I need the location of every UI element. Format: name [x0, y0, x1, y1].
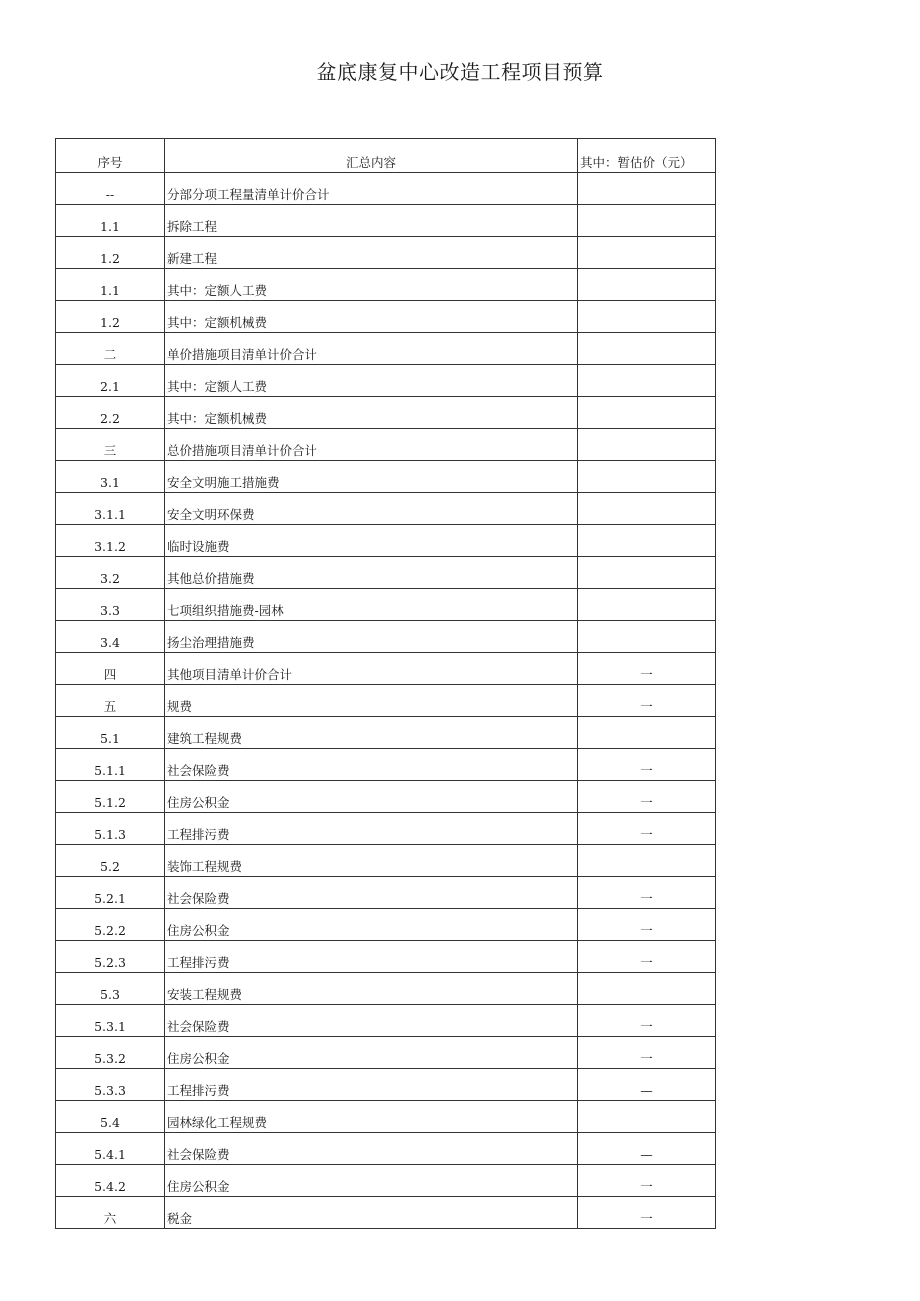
row-serial-number: 3.4 [56, 621, 165, 653]
row-provisional-price [578, 525, 716, 557]
row-summary-content: 工程排污费 [165, 1069, 578, 1101]
row-summary-content: 其中：定额人工费 [165, 269, 578, 301]
table-row [56, 237, 716, 269]
row-provisional-price [578, 173, 716, 205]
row-summary-content: 扬尘治理措施费 [165, 621, 578, 653]
row-summary-content: 其中：定额人工费 [165, 365, 578, 397]
row-provisional-price [578, 845, 716, 877]
row-serial-number: 5.2.1 [56, 877, 165, 909]
row-serial-number: 3.1 [56, 461, 165, 493]
row-summary-content: 新建工程 [165, 237, 578, 269]
row-serial-number: 5.2.2 [56, 909, 165, 941]
row-provisional-price: 一 [578, 1005, 716, 1037]
row-provisional-price: 一 [578, 749, 716, 781]
row-summary-content: 建筑工程规费 [165, 717, 578, 749]
table-row [56, 845, 716, 877]
row-serial-number: 5.3.3 [56, 1069, 165, 1101]
row-provisional-price: 一 [578, 1165, 716, 1197]
row-serial-number: 二 [56, 333, 165, 365]
table-row [56, 397, 716, 429]
table-row [56, 717, 716, 749]
row-summary-content: 税金 [165, 1197, 578, 1229]
table-row [56, 1037, 716, 1069]
page-title: 盆底康复中心改造工程项目预算 [316, 60, 604, 84]
table-row [56, 333, 716, 365]
row-provisional-price [578, 269, 716, 301]
row-serial-number: 5.1.2 [56, 781, 165, 813]
row-serial-number: 5.1 [56, 717, 165, 749]
row-serial-number: 5.3 [56, 973, 165, 1005]
row-serial-number: 5.3.1 [56, 1005, 165, 1037]
table-row [56, 493, 716, 525]
row-serial-number: 5.1.3 [56, 813, 165, 845]
row-provisional-price: — [578, 1133, 716, 1165]
header-serial-number: 序号 [56, 139, 165, 173]
row-summary-content: 安装工程规费 [165, 973, 578, 1005]
row-provisional-price: 一 [578, 1037, 716, 1069]
row-summary-content: 安全文明环保费 [165, 493, 578, 525]
row-summary-content: 其他项目清单计价合计 [165, 653, 578, 685]
table-row [56, 269, 716, 301]
row-provisional-price: 一 [578, 941, 716, 973]
row-provisional-price [578, 717, 716, 749]
table-row [56, 877, 716, 909]
row-provisional-price: 一 [578, 1197, 716, 1229]
row-serial-number: 四 [56, 653, 165, 685]
row-summary-content: 工程排污费 [165, 813, 578, 845]
row-provisional-price [578, 429, 716, 461]
row-serial-number: 1.1 [56, 205, 165, 237]
row-provisional-price: 一 [578, 877, 716, 909]
row-provisional-price [578, 205, 716, 237]
row-summary-content: 住房公积金 [165, 909, 578, 941]
table-row [56, 813, 716, 845]
table-row [56, 941, 716, 973]
table-row [56, 909, 716, 941]
row-provisional-price: — [578, 1069, 716, 1101]
row-provisional-price: 一 [578, 813, 716, 845]
row-provisional-price [578, 493, 716, 525]
row-summary-content: 安全文明施工措施费 [165, 461, 578, 493]
row-provisional-price [578, 621, 716, 653]
row-provisional-price [578, 557, 716, 589]
row-summary-content: 住房公积金 [165, 1037, 578, 1069]
row-provisional-price: 一 [578, 653, 716, 685]
row-summary-content: 其他总价措施费 [165, 557, 578, 589]
table-row [56, 557, 716, 589]
row-serial-number: 5.2 [56, 845, 165, 877]
table-row [56, 525, 716, 557]
row-provisional-price [578, 365, 716, 397]
row-summary-content: 拆除工程 [165, 205, 578, 237]
table-body [56, 173, 716, 1229]
table-row [56, 173, 716, 205]
table-row [56, 1005, 716, 1037]
row-summary-content: 规费 [165, 685, 578, 717]
row-provisional-price [578, 461, 716, 493]
row-serial-number: 2.1 [56, 365, 165, 397]
row-provisional-price [578, 237, 716, 269]
row-serial-number: 3.3 [56, 589, 165, 621]
header-summary-content: 汇总内容 [165, 139, 578, 173]
table-row [56, 365, 716, 397]
header-provisional-price: 其中：暂估价（元） [578, 139, 716, 173]
row-summary-content: 分部分项工程量清单计价合计 [165, 173, 578, 205]
row-provisional-price: 一 [578, 781, 716, 813]
row-serial-number: 3.1.2 [56, 525, 165, 557]
row-summary-content: 临时设施费 [165, 525, 578, 557]
row-provisional-price [578, 397, 716, 429]
table-row [56, 685, 716, 717]
table-row [56, 429, 716, 461]
row-provisional-price [578, 973, 716, 1005]
row-provisional-price [578, 333, 716, 365]
row-serial-number: 1.2 [56, 301, 165, 333]
row-provisional-price: 一 [578, 685, 716, 717]
table-row [56, 205, 716, 237]
table-row [56, 1197, 716, 1229]
table-row [56, 589, 716, 621]
row-summary-content: 社会保险费 [165, 749, 578, 781]
row-summary-content: 住房公积金 [165, 1165, 578, 1197]
row-provisional-price [578, 589, 716, 621]
table-row [56, 1165, 716, 1197]
row-serial-number: 3.1.1 [56, 493, 165, 525]
table-row [56, 749, 716, 781]
row-provisional-price [578, 301, 716, 333]
row-summary-content: 其中：定额机械费 [165, 301, 578, 333]
row-summary-content: 单价措施项目清单计价合计 [165, 333, 578, 365]
table-row [56, 973, 716, 1005]
row-serial-number: -- [56, 173, 165, 205]
table-row [56, 1133, 716, 1165]
row-serial-number: 5.3.2 [56, 1037, 165, 1069]
row-serial-number: 5.4 [56, 1101, 165, 1133]
row-serial-number: 3.2 [56, 557, 165, 589]
table-row [56, 1069, 716, 1101]
table-row [56, 781, 716, 813]
row-summary-content: 社会保险费 [165, 877, 578, 909]
row-serial-number: 1.1 [56, 269, 165, 301]
row-serial-number: 五 [56, 685, 165, 717]
table-row [56, 301, 716, 333]
row-serial-number: 2.2 [56, 397, 165, 429]
row-serial-number: 六 [56, 1197, 165, 1229]
table-header-row [56, 139, 716, 173]
row-provisional-price: 一 [578, 909, 716, 941]
row-summary-content: 住房公积金 [165, 781, 578, 813]
row-summary-content: 社会保险费 [165, 1005, 578, 1037]
row-serial-number: 5.2.3 [56, 941, 165, 973]
row-summary-content: 总价措施项目清单计价合计 [165, 429, 578, 461]
row-summary-content: 工程排污费 [165, 941, 578, 973]
row-serial-number: 5.4.1 [56, 1133, 165, 1165]
row-provisional-price [578, 1101, 716, 1133]
row-serial-number: 1.2 [56, 237, 165, 269]
row-summary-content: 其中：定额机械费 [165, 397, 578, 429]
table-row [56, 1101, 716, 1133]
row-summary-content: 园林绿化工程规费 [165, 1101, 578, 1133]
row-serial-number: 三 [56, 429, 165, 461]
row-summary-content: 装饰工程规费 [165, 845, 578, 877]
table-row [56, 653, 716, 685]
row-serial-number: 5.4.2 [56, 1165, 165, 1197]
table-row [56, 461, 716, 493]
budget-summary-table [55, 138, 716, 1229]
row-summary-content: 社会保险费 [165, 1133, 578, 1165]
row-serial-number: 5.1.1 [56, 749, 165, 781]
table-row [56, 621, 716, 653]
row-summary-content: 七项组织措施费-园林 [165, 589, 578, 621]
